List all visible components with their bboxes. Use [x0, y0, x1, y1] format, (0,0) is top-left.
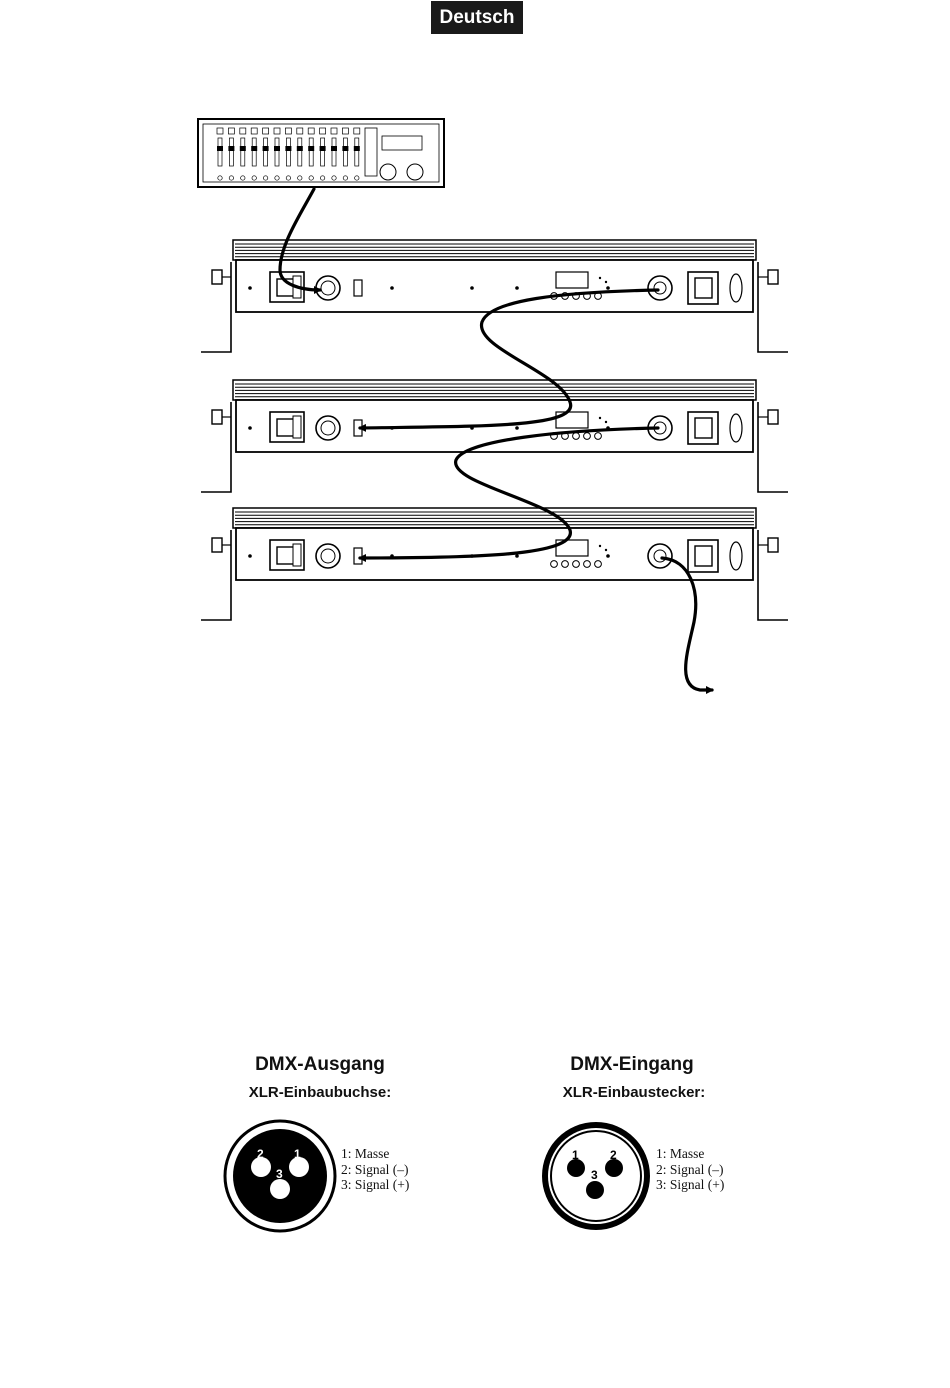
- legend-line: 1: Masse: [341, 1146, 390, 1161]
- fuse-holder: [293, 416, 301, 438]
- legend-line: 2: Signal (–): [341, 1161, 409, 1177]
- legend-line: 2: Signal (–): [656, 1161, 724, 1177]
- screw: [470, 286, 474, 290]
- power-outlet: [688, 540, 718, 572]
- xlr-right: [648, 276, 672, 300]
- dmx-input-legend: [656, 1146, 724, 1193]
- fader-knob: [240, 146, 246, 151]
- dmx-controller: [198, 119, 444, 187]
- fader-knob: [354, 146, 360, 151]
- status-led: [599, 545, 601, 547]
- bracket-knob-right: [768, 270, 778, 284]
- status-led: [605, 549, 607, 551]
- fader-knob: [217, 146, 223, 151]
- male-pin-1-label: 1: [572, 1148, 579, 1162]
- control-button: [551, 561, 558, 568]
- screw: [606, 286, 610, 290]
- fixture-body: [236, 260, 753, 312]
- fader-knob: [331, 146, 337, 151]
- fixture-2: [201, 380, 788, 492]
- dmx-output-title: DMX-Ausgang: [255, 1054, 385, 1075]
- dmx-input-title: DMX-Eingang: [570, 1054, 694, 1075]
- xlr-right: [648, 544, 672, 568]
- control-button: [584, 433, 591, 440]
- legend-line: 3: Signal (+): [656, 1177, 725, 1192]
- male-pin-2-label: 2: [610, 1148, 617, 1162]
- fader-knob: [263, 146, 269, 151]
- fader-knob: [285, 146, 291, 151]
- pin-3: [270, 1179, 290, 1199]
- screw: [515, 286, 519, 290]
- screw: [515, 554, 519, 558]
- power-outlet: [688, 412, 718, 444]
- fader-knob: [342, 146, 348, 151]
- bracket-knob-left: [212, 270, 222, 284]
- screw: [515, 426, 519, 430]
- status-led: [599, 277, 601, 279]
- bracket-knob-right: [768, 410, 778, 424]
- bracket-knob-left: [212, 410, 222, 424]
- female-pin-3-label: 3: [276, 1167, 283, 1181]
- xlr-left: [316, 416, 340, 440]
- screw: [390, 286, 394, 290]
- fader-knob: [228, 146, 234, 151]
- dmx-output-legend: [341, 1146, 409, 1193]
- status-led: [599, 417, 601, 419]
- usb-port: [354, 280, 362, 296]
- fader-knob: [308, 146, 314, 151]
- female-pin-2-label: 2: [257, 1147, 264, 1161]
- legend-line: 3: Signal (+): [341, 1177, 410, 1192]
- control-button: [584, 561, 591, 568]
- legend-line: 1: Masse: [656, 1146, 705, 1161]
- fader-knob: [251, 146, 257, 151]
- female-pin-1-label: 1: [294, 1147, 301, 1161]
- status-led: [605, 281, 607, 283]
- fader-knob: [274, 146, 280, 151]
- control-button: [573, 433, 580, 440]
- xlr-left: [316, 276, 340, 300]
- led-bar-fixtures: [201, 240, 788, 620]
- control-button: [562, 561, 569, 568]
- dmx-output-subtitle: XLR-Einbaubuchse:: [248, 1084, 392, 1101]
- control-button: [573, 561, 580, 568]
- display: [556, 272, 588, 288]
- control-button: [595, 433, 602, 440]
- fixture-1: [201, 240, 788, 352]
- bracket-knob-right: [768, 538, 778, 552]
- dmx-input-subtitle: XLR-Einbaustecker:: [562, 1084, 706, 1101]
- fader-knob: [297, 146, 303, 151]
- fixture-3: [201, 508, 788, 620]
- fader-knob: [320, 146, 326, 151]
- control-button: [595, 561, 602, 568]
- screw: [606, 554, 610, 558]
- screw: [248, 426, 252, 430]
- xlr-left: [316, 544, 340, 568]
- status-led: [605, 421, 607, 423]
- bracket-knob-left: [212, 538, 222, 552]
- fuse-holder: [293, 544, 301, 566]
- pin-3: [586, 1181, 604, 1199]
- screw: [248, 286, 252, 290]
- male-pin-3-label: 3: [591, 1168, 598, 1182]
- screw: [248, 554, 252, 558]
- usb-port: [354, 548, 362, 564]
- language-badge: Deutsch: [431, 1, 523, 34]
- power-outlet: [688, 272, 718, 304]
